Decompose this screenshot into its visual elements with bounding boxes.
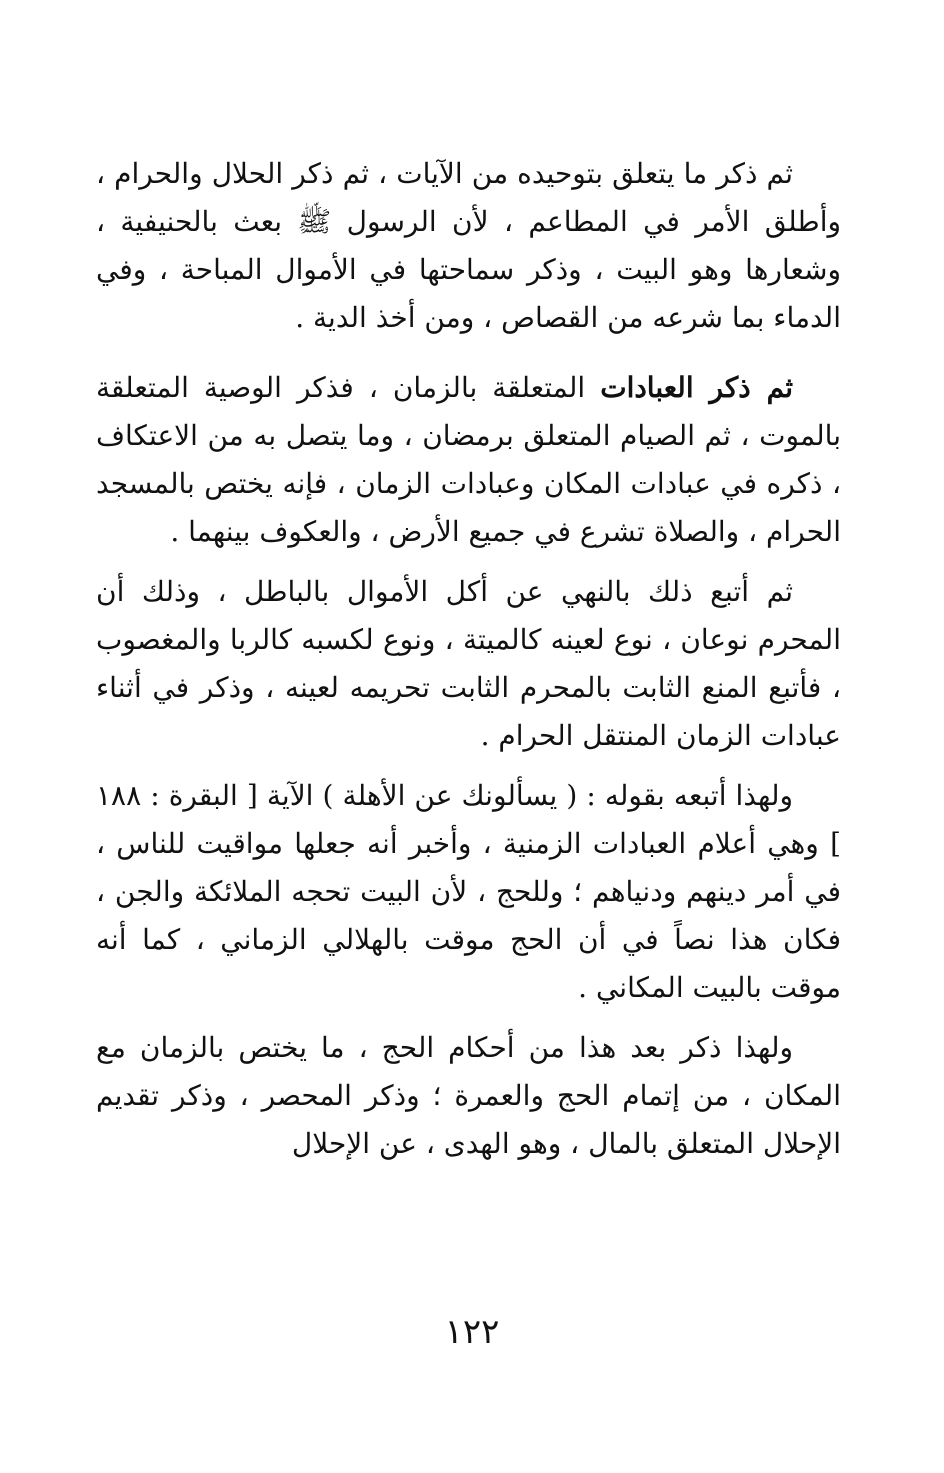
paragraph-2 — [96, 364, 841, 556]
page-number: ١٢٢ — [444, 1312, 500, 1352]
paragraph-3: ثم أتبع ذلك بالنهي عن أكل الأموال بالباطل ، وذلك أن المحرم نوعان ، نوع لعينه كالميتة ، ونوع لكسبه كالربا والمغصوب ، فأتبع المنع الثابت بالمحرم الثابت تحريمه لعينه ، وذكر في أثناء عبادات الزمان المنتقل الحرام . — [96, 575, 841, 752]
paragraph-4: ولهذا أتبعه بقوله : ( يسألونك عن الأهلة ) الآية [ البقرة : ١٨٨ ] وهي أعلام العبادات الزمنية ، وأخبر أنه جعلها مواقيت للناس ، في أمر دينهم ودنياهم ؛ وللحج ، لأن البيت تحجه الملائكة والجن ، فكان هذا نصاً في أن الحج موقت بالهلالي الزماني ، كما أنه موقت بالبيت المكاني . — [96, 779, 841, 1004]
paragraph-2-bold-lead: ثم ذكر العبادات — [600, 371, 794, 404]
paragraph-5: ولهذا ذكر بعد هذا من أحكام الحج ، ما يختص بالزمان مع المكان ، من إتمام الحج والعمرة ؛ وذكر المحصر ، وذكر تقديم الإحلال المتعلق بالمال ، وهو الهدى ، عن الإحلال — [96, 1031, 841, 1160]
paragraph-1: ثم ذكر ما يتعلق بتوحيده من الآيات ، ثم ذكر الحلال والحرام ، وأطلق الأمر في المطاعم ، لأن الرسول ﷺ بعث بالحنيفية ، وشعارها وهو البيت ، وذكر سماحتها في الأموال المباحة ، وفي الدماء بما شرعه من القصاص ، ومن أخذ الدية . — [96, 157, 841, 334]
paragraph-2-text: المتعلقة بالزمان ، فذكر الوصية المتعلقة بالموت ، ثم الصيام المتعلق برمضان ، وما يتصل به من الاعتكاف ، ذكره في عبادات المكان وعبادات الزمان ، فإنه يختص بالمسجد الحرام ، والصلاة تشرع في جميع الأرض ، والعكوف بينهما . — [96, 371, 841, 548]
book-page-body — [96, 150, 841, 1168]
